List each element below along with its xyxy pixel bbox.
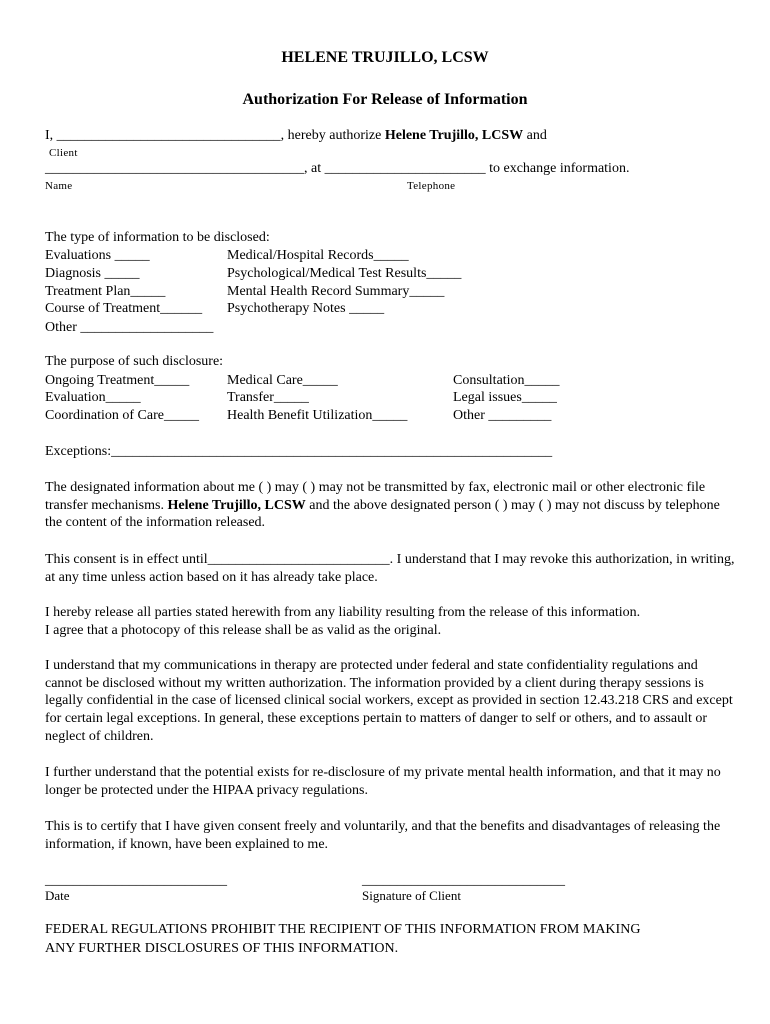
release-line-1: I hereby release all parties stated herewith from any liability resulting from the release of this information. bbox=[45, 605, 641, 620]
exceptions-line: Exceptions:_______________________________________________________________ bbox=[45, 444, 553, 459]
purpose-item: Health Benefit Utilization_____ bbox=[227, 408, 408, 423]
consent-period-paragraph: This consent is in effect until__________________________. I understand that I may revoke this authorization, in writing, at any time unless action based on it has already take place. bbox=[45, 552, 735, 585]
confidentiality-paragraph: I understand that my communications in therapy are protected under federal and state confidentiality regulations and cannot be disclosed without my written authorization. The information provided by a client during therapy sessions is legally confidential in the case of licensed clinical social workers, except as provided in section 12.43.218 CRS and except for certain legal exceptions. In general, these exceptions pertain to matters of danger to self or others, and to assault or neglect of children. bbox=[45, 658, 733, 744]
purpose-item: Coordination of Care_____ bbox=[45, 408, 199, 423]
authorize-line bbox=[45, 127, 547, 145]
purpose-item: Transfer_____ bbox=[227, 390, 309, 405]
authorize-prefix: I, ________________________________, hereby authorize bbox=[45, 128, 385, 143]
purpose-item: Consultation_____ bbox=[453, 373, 560, 388]
name-label: Name bbox=[45, 180, 73, 192]
purpose-item: Legal issues_____ bbox=[453, 390, 557, 405]
info-type-item: Psychotherapy Notes _____ bbox=[227, 301, 385, 316]
transmission-provider: Helene Trujillo, LCSW bbox=[167, 497, 306, 513]
date-line: __________________________ bbox=[45, 873, 227, 888]
signature-line: _____________________________ bbox=[362, 873, 565, 888]
transmission-paragraph bbox=[45, 479, 735, 532]
client-label: Client bbox=[49, 147, 78, 159]
info-type-item: Diagnosis _____ bbox=[45, 266, 140, 281]
release-line-2: I agree that a photocopy of this release shall be as valid as the original. bbox=[45, 623, 442, 638]
transmission-text-1: The designated information about me ( ) may ( ) may not be transmitted by fax, electronic mail or other electronic file transfer mechanisms. bbox=[45, 480, 706, 513]
purpose-heading: The purpose of such disclosure: bbox=[45, 354, 224, 369]
purpose-item: Ongoing Treatment_____ bbox=[45, 373, 190, 388]
info-type-heading: The type of information to be disclosed: bbox=[45, 230, 270, 245]
exchange-line: _____________________________________, at _______________________ to exchange information. bbox=[45, 161, 630, 176]
transmission-text-2: and the above designated person ( ) may ( ) may not discuss by telephone the content of the information released. bbox=[45, 497, 720, 531]
info-type-item: Other ___________________ bbox=[45, 320, 214, 335]
practitioner-name: HELENE TRUJILLO, LCSW bbox=[281, 49, 489, 66]
federal-notice-line-1: FEDERAL REGULATIONS PROHIBIT THE RECIPIENT OF THIS INFORMATION FROM MAKING bbox=[45, 922, 641, 937]
redisclosure-paragraph: I further understand that the potential exists for re-disclosure of my private mental health information, and that it may no longer be protected under the HIPAA privacy regulations. bbox=[45, 765, 721, 798]
certify-paragraph: This is to certify that I have given consent freely and voluntarily, and that the benefits and disadvantages of releasing the information, if known, have been explained to me. bbox=[45, 819, 721, 852]
telephone-label: Telephone bbox=[407, 180, 456, 192]
federal-notice-line-2: ANY FURTHER DISCLOSURES OF THIS INFORMATION. bbox=[45, 941, 399, 956]
purpose-item: Medical Care_____ bbox=[227, 373, 338, 388]
form-title: Authorization For Release of Information bbox=[242, 91, 528, 108]
purpose-item: Evaluation_____ bbox=[45, 390, 141, 405]
info-type-item: Course of Treatment______ bbox=[45, 301, 203, 316]
info-type-item: Medical/Hospital Records_____ bbox=[227, 248, 409, 263]
signature-label: Signature of Client bbox=[362, 888, 461, 903]
authorize-provider: Helene Trujillo, LCSW bbox=[384, 128, 524, 143]
info-type-item: Evaluations _____ bbox=[45, 248, 150, 263]
purpose-item: Other _________ bbox=[453, 408, 552, 423]
info-type-item: Treatment Plan_____ bbox=[45, 284, 166, 299]
info-type-item: Mental Health Record Summary_____ bbox=[227, 284, 445, 299]
authorize-suffix: and bbox=[523, 128, 547, 143]
info-type-item: Psychological/Medical Test Results_____ bbox=[227, 266, 462, 281]
date-label: Date bbox=[45, 888, 70, 903]
